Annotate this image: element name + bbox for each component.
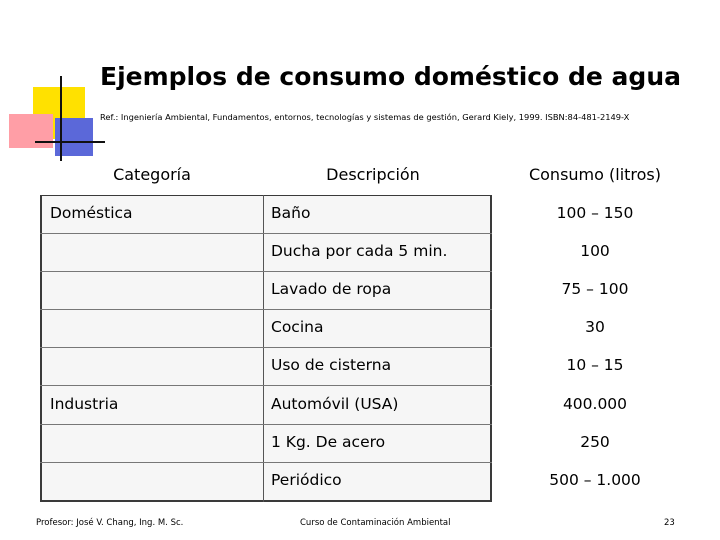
row-divider: [40, 233, 263, 234]
row-divider: [40, 347, 263, 348]
decor-horizontal-line: [35, 141, 105, 143]
header-description: Descripción: [326, 165, 420, 184]
row-consumption: 10 – 15: [566, 356, 624, 374]
row-description: 1 Kg. De acero: [271, 433, 386, 451]
row-divider: [40, 462, 263, 463]
row-consumption: 100: [580, 242, 610, 260]
footer-course: Curso de Contaminación Ambiental: [300, 518, 451, 528]
row-divider: [263, 462, 492, 463]
row-divider: [263, 309, 492, 310]
row-divider: [40, 309, 263, 310]
category-industry: Industria: [50, 395, 119, 413]
row-divider: [40, 385, 263, 386]
row-description: Cocina: [271, 318, 324, 336]
header-category: Categoría: [113, 165, 191, 184]
row-description: Lavado de ropa: [271, 280, 392, 298]
row-description: Ducha por cada 5 min.: [271, 242, 448, 260]
row-consumption: 500 – 1.000: [549, 471, 641, 489]
footer-professor: Profesor: José V. Chang, Ing. M. Sc.: [36, 518, 184, 528]
row-description: Periódico: [271, 471, 342, 489]
slide-title: Ejemplos de consumo doméstico de agua: [100, 62, 681, 91]
row-divider: [263, 271, 492, 272]
row-divider: [40, 424, 263, 425]
row-consumption: 100 – 150: [556, 204, 634, 222]
row-consumption: 400.000: [562, 395, 628, 413]
row-description: Uso de cisterna: [271, 356, 392, 374]
row-divider: [263, 385, 492, 386]
category-domestic: Doméstica: [50, 204, 133, 222]
row-divider: [40, 271, 263, 272]
row-description: Baño: [271, 204, 311, 222]
header-consumption: Consumo (litros): [528, 165, 662, 184]
row-divider: [263, 233, 492, 234]
row-consumption: 250: [580, 433, 610, 451]
page-number: 23: [664, 518, 675, 528]
reference-note: Ref.: Ingeniería Ambiental, Fundamentos, entornos, tecnologías y sistemas de gestión, Gerard Kiely, 1999. ISBN:84-481-2149-X: [100, 112, 630, 122]
row-consumption: 30: [585, 318, 605, 336]
row-description: Automóvil (USA): [271, 395, 399, 413]
row-divider: [263, 424, 492, 425]
column-divider: [263, 195, 264, 502]
row-divider: [263, 347, 492, 348]
decor-vertical-line: [60, 76, 62, 161]
row-consumption: 75 – 100: [561, 280, 629, 298]
